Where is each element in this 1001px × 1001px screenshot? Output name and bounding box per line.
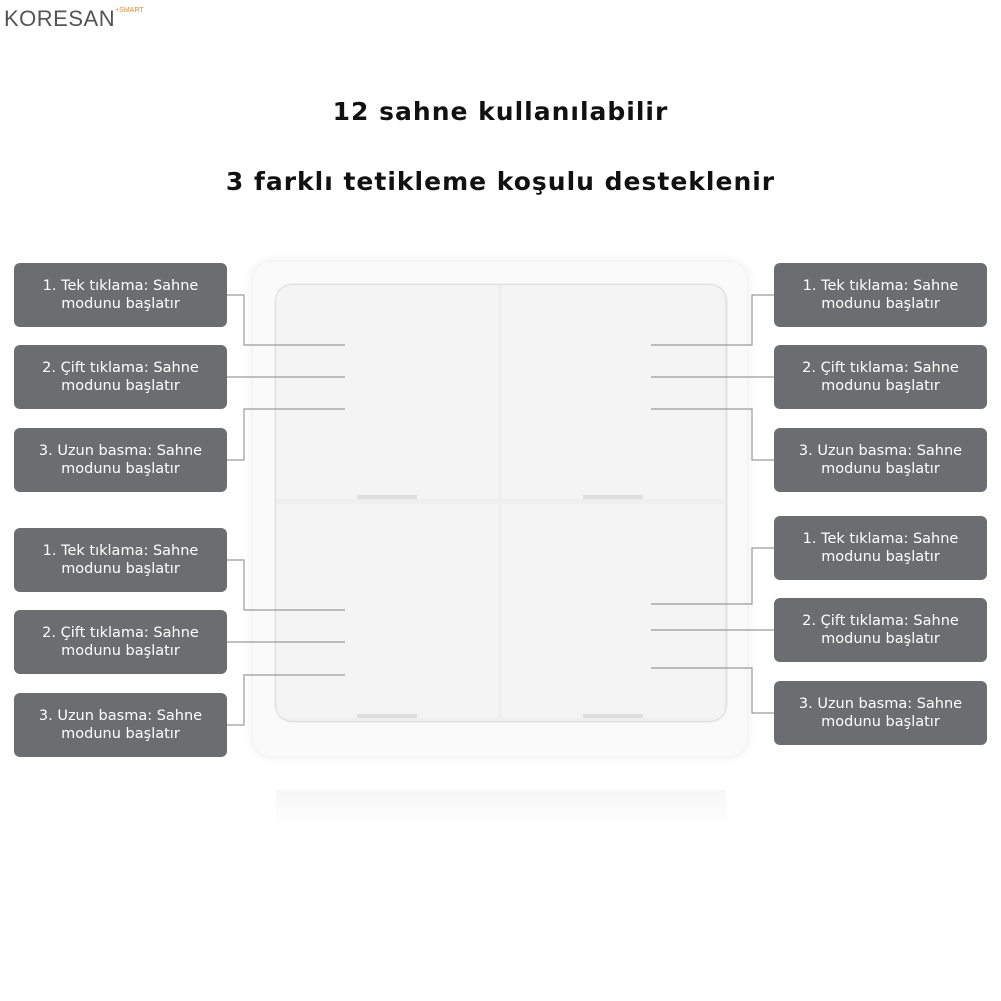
callout-text: 2. Çift tıklama: Sahne modunu başlatır [802,360,959,394]
headline-triggers: 3 farklı tetikleme koşulu desteklenir [225,167,776,196]
key-notch [357,495,417,499]
callout-double-tap [774,345,987,409]
callout-text: 1. Tek tıklama: Sahne modunu başlatır [802,278,959,312]
switch-key-top-left [276,285,498,499]
switch-key-top-right [502,285,724,499]
callout-single-tap [774,263,987,327]
callout-double-tap [774,598,987,662]
callout-text: 1. Tek tıklama: Sahne modunu başlatır [42,278,199,312]
callout-text: 3. Uzun basma: Sahne modunu başlatır [38,443,203,477]
callout-text: 3. Uzun basma: Sahne modunu başlatır [798,696,963,730]
switch-key-bottom-right [502,504,724,718]
switch-panel [276,285,726,721]
brand-logo [4,6,144,32]
callout-single-tap [774,516,987,580]
callout-text: 2. Çift tıklama: Sahne modunu başlatır [802,613,959,647]
brand-suffix: +SMART [115,7,144,14]
brand-name: KORESAN [4,6,116,31]
callout-long-press [14,693,227,757]
callout-long-press [774,428,987,492]
callout-double-tap [14,345,227,409]
callout-long-press [14,428,227,492]
callout-text: 2. Çift tıklama: Sahne modunu başlatır [42,360,199,394]
switch-key-bottom-left [276,504,498,718]
callout-text: 3. Uzun basma: Sahne modunu başlatır [38,708,203,742]
key-notch [357,714,417,718]
key-notch [583,714,643,718]
callout-long-press [774,681,987,745]
callout-single-tap [14,263,227,327]
callout-double-tap [14,610,227,674]
headline-scenes: 12 sahne kullanılabilir [332,97,669,126]
key-notch [583,495,643,499]
callout-text: 2. Çift tıklama: Sahne modunu başlatır [42,625,199,659]
callout-text: 1. Tek tıklama: Sahne modunu başlatır [802,531,959,565]
callout-text: 1. Tek tıklama: Sahne modunu başlatır [42,543,199,577]
callout-single-tap [14,528,227,592]
switch-reflection [276,790,726,830]
callout-text: 3. Uzun basma: Sahne modunu başlatır [798,443,963,477]
